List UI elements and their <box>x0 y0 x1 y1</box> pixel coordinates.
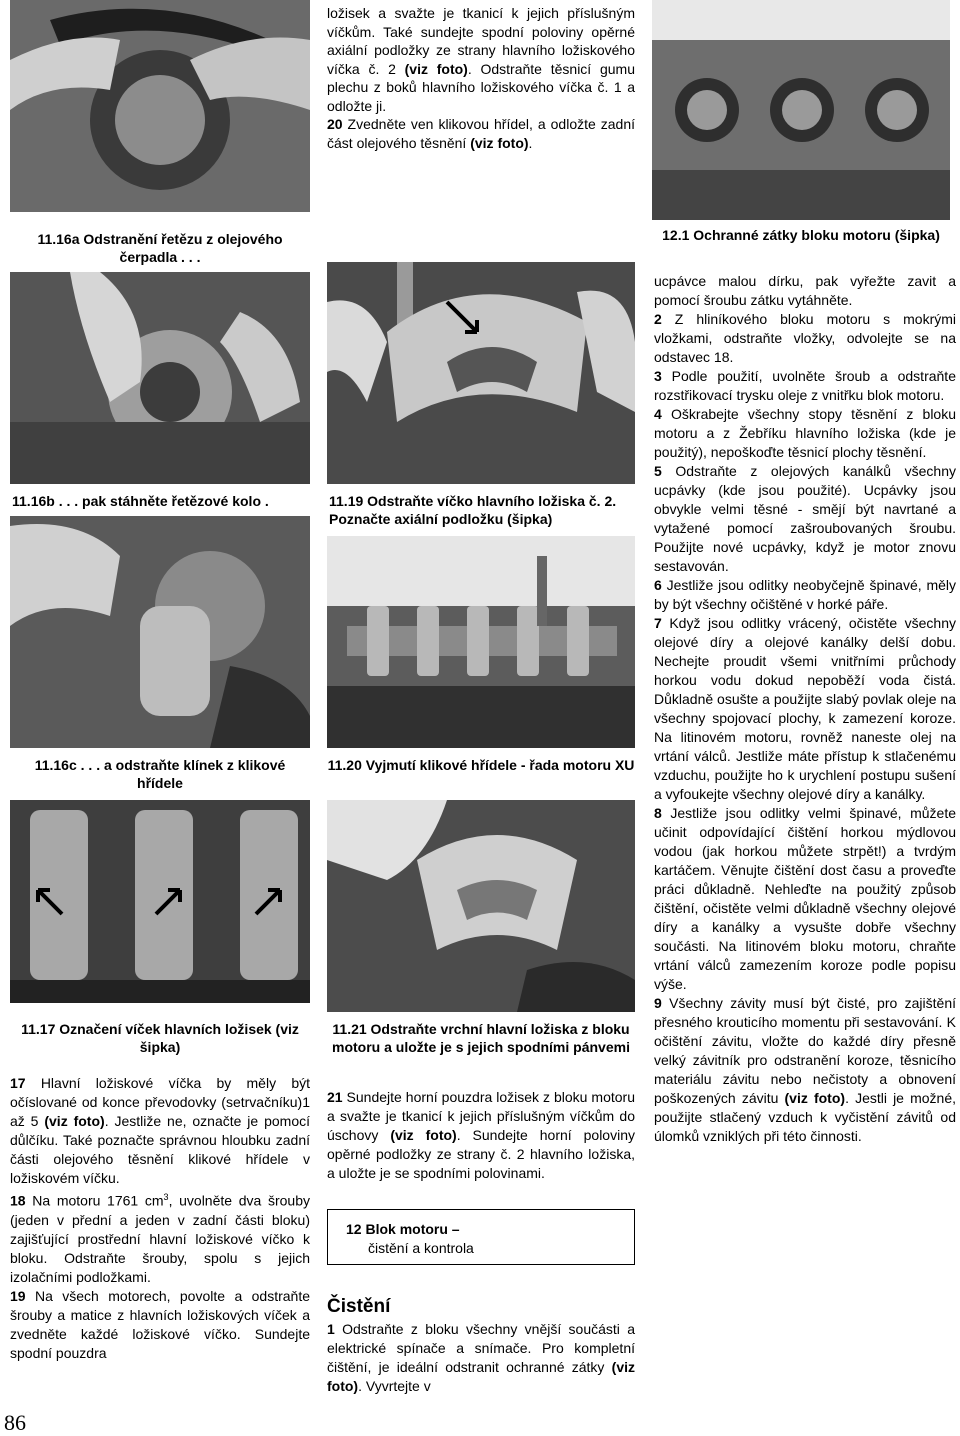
paragraph-cleaning-1: 1 Odstraňte z bloku všechny vnější součásti a elektrické spínače a snímače. Pro kompletní čištění, je ideální odstranit ochranné zátky (viz foto). Vyvrtejte v <box>327 1321 635 1394</box>
column-3-text <box>654 272 956 1146</box>
caption-11-16c: 11.16c . . . a odstraňte klínek z klikové hřídele <box>34 757 286 791</box>
photo-11-16a-oil-pump-chain <box>10 0 310 212</box>
caption-11-16a: 11.16a Odstranění řetězu z olejového čerpadla . . . <box>37 231 283 265</box>
photo-11-17-bearing-caps <box>10 800 310 1003</box>
paragraph-cleaning-4: 4 Oškrabejte všechny stopy těsnění z bloku motoru a z Žebříku hlavního ložiska (kde je použitý), nepoškoďte těsnicí plochy těsnění. <box>654 406 956 460</box>
paragraph-cleaning-3: 3 Podle použití, uvolněte šroub a odstraňte rozstřikovací trysku oleje z vnitřku blok motoru. <box>654 368 956 403</box>
photo-11-16b-sprocket <box>10 272 310 484</box>
caption-11-19: 11.19 Odstraňte víčko hlavního ložiska č. 2. Poznačte axiální podložku (šipka) <box>329 493 617 527</box>
paragraph-21: 21 Sundejte horní pouzdra ložisek z bloku motoru a svažte je tkanicí k jejich příslušným víčkům do úschovy (viz foto). Sundejte horní poloviny opěrné podložky ze strany č. 2 hlavního ložiska, a uložte je se spodními polovinami. <box>327 1089 635 1181</box>
paragraph-cleaning-6: 6 Jestliže jsou odlitky neobyčejně špinavé, měly by být všechny očištěné v horké páře. <box>654 577 956 612</box>
paragraph-cleaning-9: 9 Všechny závity musí být čisté, pro zajištění přesného krouticího momentu při sestavování. K očištění závitu, vložte do každé díry přesně velký závitník pro odstranění koroze, těsnicího materiálu závitu nebo nečistoty a obnovení poškozených závitu (viz foto). Jestli je možné, použijte stlačený vzduch k vyčistění závitů od úlomků vzniklých při této činnosti. <box>654 995 956 1144</box>
paragraph-19: 19 Na všech motorech, povolte a odstraňte šrouby a matice z hlavních ložiskových víček a zvedněte každé ložiskové víčko. Sundejte spodní pouzdra <box>10 1287 310 1361</box>
paragraph-cleaning-2: 2 Z hliníkového bloku motoru s mokrými vložkami, odstraňte vložky, odvolejte se na odstavec 18. <box>654 311 956 365</box>
paragraph-cleaning-7: 7 Když jsou odlitky vrácený, očistěte všechny olejové díry a olejové kanálky delší dobu. Nechejte proudit všemi vnitřními průchody horkou vodu dokud nepoběží voda čistá. Důkladně osušte a použijte slabý povlak oleje na všechny spojovací plochy, k zamezení koroze. Na litinovém motoru, rovněž naneste olej na vrtání válců. Jestliže máte přístup k stlačenému vzduchu, použijte ho k urychlení postupu sušení a vyfoukejte všechny olejové díry a kanálky. <box>654 615 956 802</box>
photo-11-21-upper-bearing-shells <box>327 800 635 1012</box>
page-number: 86 <box>4 1410 26 1435</box>
column-2-cleaning-text <box>327 1320 635 1396</box>
photo-11-20-crankshaft-removal <box>327 536 635 748</box>
paragraph-cleaning-5: 5 Odstraňte z olejových kanálků všechny ucpávky (kde jsou použité). Ucpávky jsou obvykle velmi těsné - smějí být navrtané a vytažené pomocí zašroubovaných šroubu. Použijte nové ucpávky, když je motor znovu sestavován. <box>654 463 956 574</box>
cleaning-heading: Čistění <box>327 1296 391 1317</box>
caption-11-17: 11.17 Označení víček hlavních ložisek (viz šipka) <box>21 1021 299 1055</box>
paragraph-17: 17 Hlavní ložiskové víčka by měly být očíslované od konce převodovky (setrvačníku)1 až 5 (viz foto). Jestliže ne, označte je pomocí důlčíku. Také poznačte správnou hloubku zadní části olejového těsnění klikové hřídele v ložiskovém víčku. <box>10 1075 311 1186</box>
photo-11-19-main-bearing-cap <box>327 262 635 484</box>
photo-12-1-core-plugs <box>652 0 950 220</box>
column-2-bottom-text <box>327 1088 635 1183</box>
caption-11-16b: 11.16b . . . pak stáhněte řetězové kolo . <box>12 493 269 509</box>
paragraph-18: 18 Na motoru 1761 $cm^3$, uvolněte dva šrouby (jeden v přední a jeden v zadní části bloku) zajišťující prostřední hlavní ložiskové víčko k bloku. Odstraňte šrouby, spolu s jejich izolačními podložkami. <box>10 1192 310 1285</box>
section-12-title-box <box>327 1209 635 1265</box>
photo-11-16c-crankshaft-key <box>10 516 310 748</box>
section-12-title-line1: 12 Blok motoru – <box>346 1221 460 1237</box>
section-12-title-line2: čistění a kontrola <box>368 1240 474 1256</box>
caption-11-21: 11.21 Odstraňte vrchní hlavní ložiska z bloku motoru a uložte je s jejich spodními pánvemi <box>332 1021 630 1055</box>
paragraph-19-continued: ložisek a svažte je tkanicí k jejich příslušným víčkům. Také sundejte spodní poloviny opěrné axiální podložky ze strany hlavního ložiskového víčka č. 2 (viz foto). Odstraňte těsnicí gumu plechu z boků hlavního ložiskového víčka č. 1 a odložte ji. <box>327 5 635 114</box>
paragraph-cleaning-8: 8 Jestliže jsou odlitky velmi špinavé, můžete učinit odpovídající čištění horkou mýdlovou vodou (jak horkou můžete strpět!) a tvrdým kartáčem. Věnujte čištění dost času a proveďte práci důkladně. Nehleďte na použitý způsob čištění, očistěte velmi důkladně všechny olejové díry a kanálky a vysušte dobře všechny součásti. Na litinovém bloku motoru, chraňte vrtání válců zamezením koroze podle popisu výše. <box>654 805 956 992</box>
caption-12-1: 12.1 Ochranné zátky bloku motoru (šipka) <box>662 227 940 243</box>
column-1-text <box>10 1074 310 1363</box>
caption-11-20: 11.20 Vyjmutí klikové hřídele - řada motoru XU <box>327 757 635 773</box>
column-2-top-text <box>327 4 635 152</box>
paragraph-20: 20 Zvedněte ven klikovou hřídel, a odložte zadní část olejového těsnění (viz foto). <box>327 116 635 151</box>
paragraph-cleaning-1-continued: ucpávce malou dírku, pak vyřežte zavit a pomocí šroubu zátku vytáhněte. <box>654 273 956 308</box>
